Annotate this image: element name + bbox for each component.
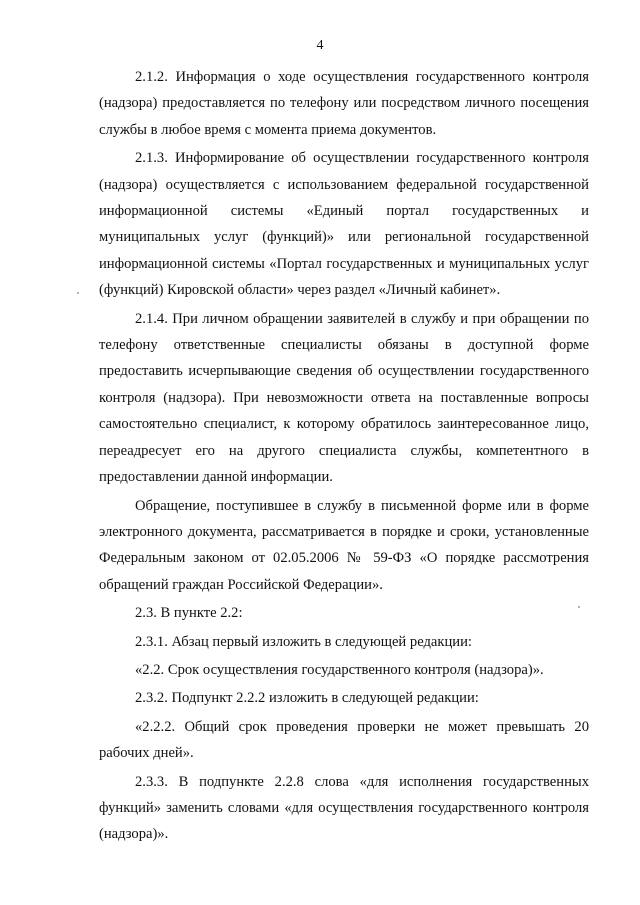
scan-speck [578,606,580,608]
paragraph-2-3-3: 2.3.3. В подпункте 2.2.8 слова «для исполнения государственных функций» заменить словами «для осуществления государственного контроля (надзора)». [99,773,589,843]
paragraph-appeal: Обращение, поступившее в службу в письменной форме или в форме электронного документа, рассматривается в порядке и сроки, установленные Федеральным законом от 02.05.2006 № 59-ФЗ «О порядке рассмотрения обращений граждан Российской Федерации». [99,497,589,593]
paragraph-2-3: 2.3. В пункте 2.2: [135,605,243,622]
paragraph-2-1-3: 2.1.3. Информирование об осуществлении государственного контроля (надзора) осуществляется с использованием федеральной государственной информационной системы «Единый портал государственных и муниципальных услуг (функций)» или региональной государственной информационной системы «Портал государственных и муниципальных услуг (функций) Кировской области» через раздел «Личный кабинет». [99,150,589,299]
document-body [99,64,589,848]
paragraph-2-3-2: 2.3.2. Подпункт 2.2.2 изложить в следующей редакции: [135,690,479,707]
scan-speck [77,292,79,294]
paragraph-2-2-2-quote: «2.2.2. Общий срок проведения проверки не может превышать 20 рабочих дней». [99,718,589,762]
paragraph-2-1-2: 2.1.2. Информация о ходе осуществления государственного контроля (надзора) предоставляется по телефону или посредством личного посещения службы в любое время с момента приема документов. [99,69,589,138]
paragraph-2-1-4: 2.1.4. При личном обращении заявителей в службу и при обращении по телефону ответственные специалисты обязаны в доступной форме предоставить исчерпывающие сведения об осуществлении государственного контроля (надзора). При невозможности ответа на поставленные вопросы самостоятельно специалист, к которому обратилось заинтересованное лицо, переадресует его на другого специалиста службы, компетентного в предоставлении данной информации. [99,310,589,486]
page-number: 4 [316,38,324,53]
paragraph-2-3-1: 2.3.1. Абзац первый изложить в следующей редакции: [135,633,472,650]
paragraph-2-2-quote: «2.2. Срок осуществления государственного контроля (надзора)». [135,661,544,678]
